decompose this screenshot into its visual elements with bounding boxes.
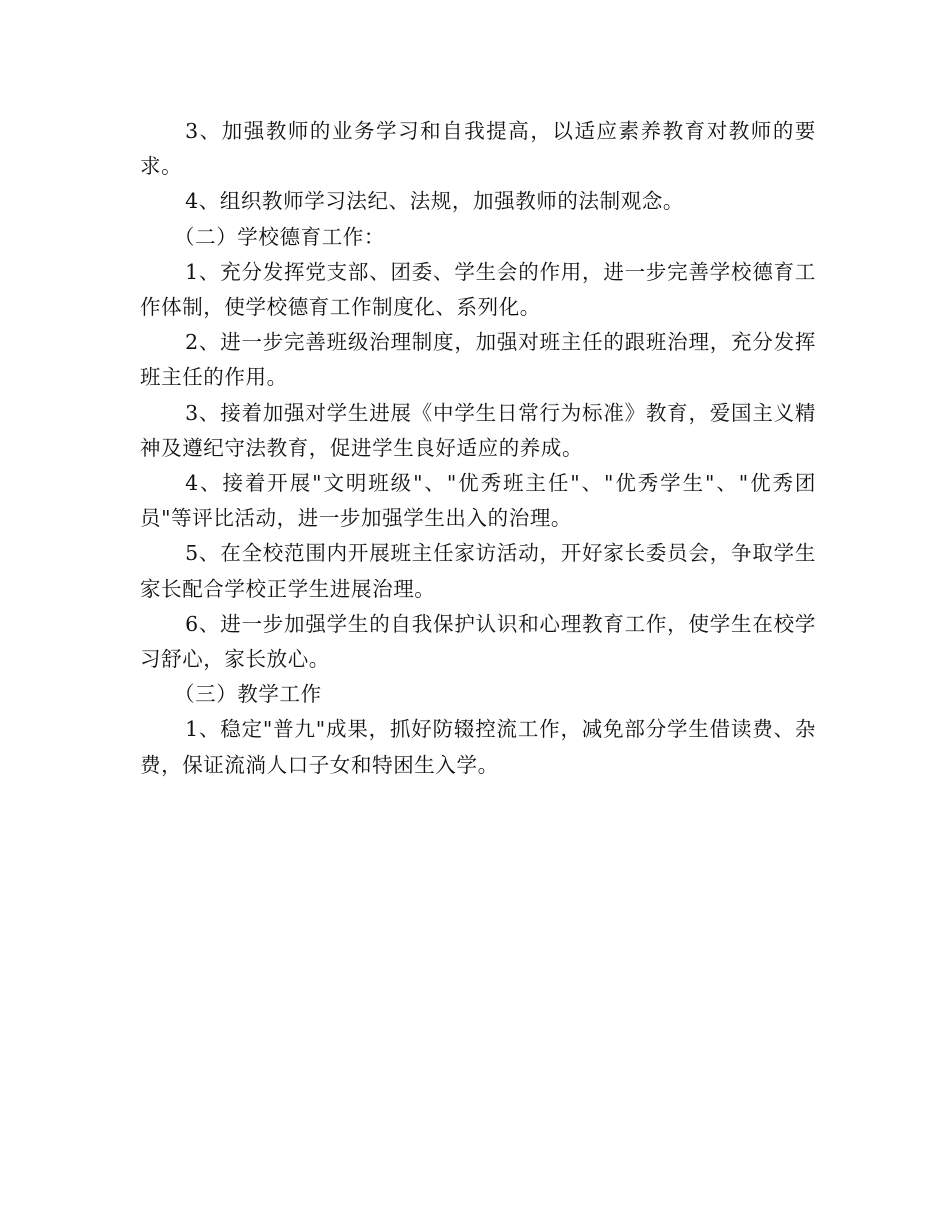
document-body <box>140 114 816 783</box>
paragraph-teacher-law: 4、组织教师学习法纪、法规，加强教师的法制观念。 <box>185 189 685 214</box>
paragraph-behavior-standard: 3、接着加强对学生进展《中学生日常行为标准》教育，爱国主义精神及遵纪守法教育，促进学生良好适应的养成。 <box>140 400 816 460</box>
paragraph-self-protection: 6、进一步加强学生的自我保护认识和心理教育工作，使学生在校学习舒心，家长放心。 <box>140 611 816 672</box>
section-heading-teaching-work: （三）教学工作 <box>174 682 322 707</box>
paragraph-class-management: 2、进一步完善班级治理制度，加强对班主任的跟班治理，充分发挥班主任的作用。 <box>140 330 816 390</box>
paragraph-moral-system: 1、充分发挥党支部、团委、学生会的作用，进一步完善学校德育工作体制，使学校德育工作制度化、系列化。 <box>140 259 816 320</box>
paragraph-home-visits: 5、在全校范围内开展班主任家访活动，开好家长委员会，争取学生家长配合学校正学生进展治理。 <box>140 541 816 601</box>
section-heading-moral-education: （二）学校德育工作： <box>174 224 385 249</box>
paragraph-evaluation-activities: 4、接着开展"文明班级"、"优秀班主任"、"优秀学生"、"优秀团员"等评比活动，进一步加强学生出入的治理。 <box>140 471 816 531</box>
paragraph-teacher-study: 3、加强教师的业务学习和自我提高，以适应素养教育对教师的要求。 <box>140 119 816 179</box>
paragraph-enrollment: 1、稳定"普九"成果，抓好防辍控流工作，减免部分学生借读费、杂费，保证流淌人口子女和特困生入学。 <box>140 717 816 777</box>
